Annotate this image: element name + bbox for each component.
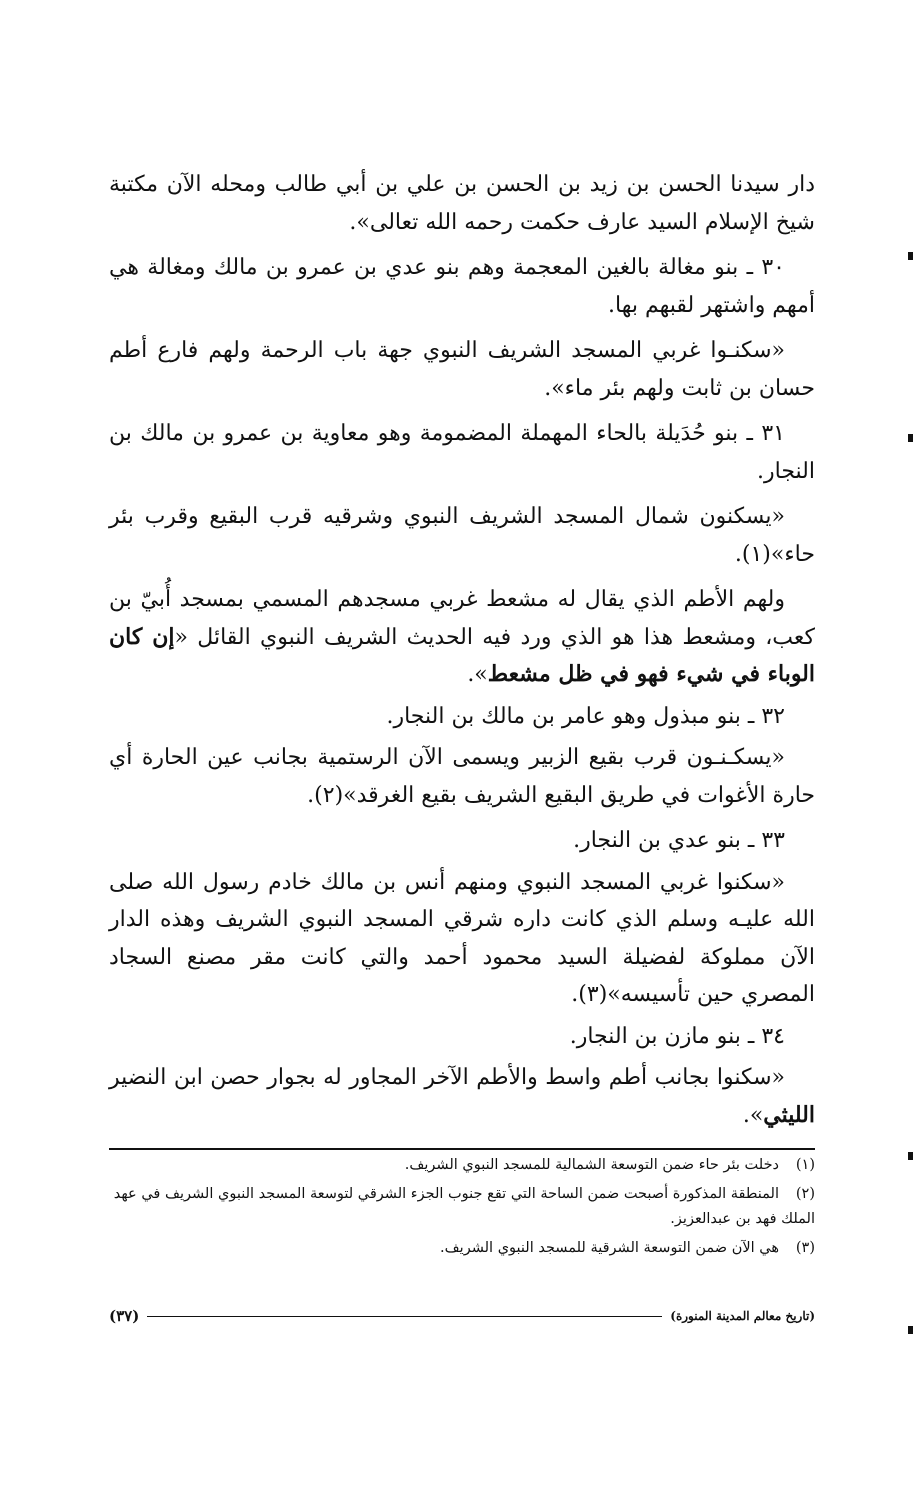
footnotes (109, 1153, 815, 1265)
paragraph-item-30: ٣٠ ـ بنو مغالة بالغين المعجمة وهم بنو عدي بن عمرو بن مالك ومغالة هي أمهم واشتهر لقبهم بها. (109, 255, 815, 318)
paragraph-quote-31: «يسكنون شمال المسجد الشريف النبوي وشرقيه قرب البقيع وقرب بئر حاء»(١). (109, 504, 815, 567)
footnote-1 (109, 1153, 815, 1178)
paragraph-mishat (109, 581, 815, 694)
paragraph-quote-30: «سكنـوا غربي المسجد الشريف النبوي جهة باب الرحمة ولهم فارع أطم حسان بن ثابت ولهم بئر ماء». (109, 338, 815, 401)
footer-rule (147, 1316, 662, 1317)
hadith-quote: إن كان الوباء في شيء فهو في ظل مشعط (109, 623, 815, 687)
scan-edge-mark (908, 434, 913, 442)
quote-34-end: ». (742, 1102, 764, 1128)
book-title: (تاريخ معالم المدينة المنورة) (670, 1309, 815, 1323)
footnote-3 (109, 1236, 815, 1261)
page-footer (109, 1304, 815, 1328)
footnote-text: دخلت بئر حاء ضمن التوسعة الشمالية للمسجد النبوي الشريف. (404, 1157, 779, 1173)
laythi-word: الليثي (763, 1101, 815, 1128)
paragraph-item-31: ٣١ ـ بنو حُدَيلة بالحاء المهملة المضمومة وهو معاوية بن عمرو بن مالك بن النجار. (109, 421, 815, 484)
paragraph-quote-34 (109, 1059, 815, 1134)
page-number: (٣٧) (109, 1307, 140, 1325)
footnote-text: المنطقة المذكورة أصبحت ضمن الساحة التي تقع جنوب الجزء الشرقي لتوسعة المسجد النبوي الشريف في عهد الملك فهد بن عبدالعزيز. (113, 1186, 815, 1227)
paragraph-item-33: ٣٣ ـ بنو عدي بن النجار. (573, 828, 785, 853)
quote-34-text: «سكنوا بجانب أطم واسط والأطم الآخر المجاور له بجوار حصن ابن النضير (109, 1065, 785, 1090)
scan-edge-mark (908, 1326, 913, 1334)
paragraph-item-34: ٣٤ ـ بنو مازن بن النجار. (569, 1023, 785, 1049)
scan-edge-mark (908, 252, 913, 260)
paragraph-item-32: ٣٢ ـ بنو مبذول وهو عامر بن مالك بن النجار. (386, 703, 785, 729)
paragraph-quote-32: «يسكـنـون قرب بقيع الزبير ويسمى الآن الرستمية بجانب عين الحارة أي حارة الأغوات في طريق البقيع الشريف بقيع الغرقد»(٢). (109, 745, 815, 808)
paragraph-quote-33: «سكنوا غربي المسجد النبوي ومنهم أنس بن مالك خادم رسول الله صلى الله عليـه وسلم الذي كانت داره شرقي المسجد النبوي الشريف وهذه الدار الآن مملوكة لفضيلة السيد محمود أحمد والتي كانت مقر مصنع السجاد المصري حين تأسيسه»(٣). (109, 869, 815, 1007)
footnote-text: هي الآن ضمن التوسعة الشرقية للمسجد النبوي الشريف. (440, 1240, 779, 1256)
paragraph-1: دار سيدنا الحسن بن زيد بن الحسن بن علي بن أبي طالب ومحله الآن مكتبة شيخ الإسلام السيد عارف حكمت رحمه الله تعالى». (109, 172, 815, 235)
mishat-text: ولهم الأطم الذي يقال له مشعط غربي مسجدهم المسمي بمسجد أُبيّ بن كعب، ومشعط هذا هو الذي ورد فيه الحديث الشريف النبوي القائل « (109, 587, 815, 650)
footnote-number: (١) (795, 1157, 815, 1173)
mishat-end: ». (467, 662, 488, 687)
footnote-number: (٢) (795, 1186, 815, 1202)
footnote-number: (٣) (795, 1240, 815, 1256)
main-text (109, 166, 815, 1142)
footnote-separator (109, 1148, 815, 1150)
footnote-2 (109, 1182, 815, 1232)
scan-edge-mark (908, 1152, 913, 1160)
